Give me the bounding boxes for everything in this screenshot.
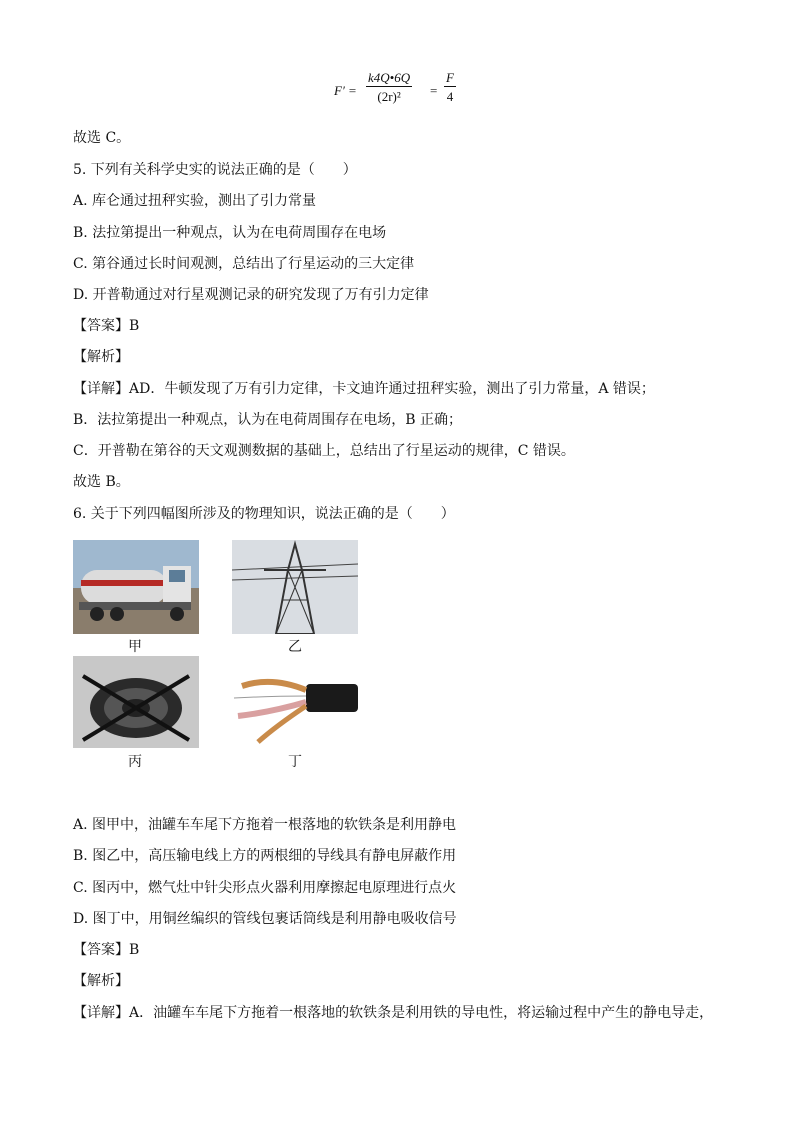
- question-6-option-c: C. 图丙中，燃气灶中针尖形点火器利用摩擦起电原理进行点火: [73, 880, 457, 896]
- question-6-option-a: A. 图甲中，油罐车车尾下方拖着一根落地的软铁条是利用静电: [73, 817, 457, 833]
- question-6-option-d: D. 图丁中，用铜丝编织的管线包裹话筒线是利用静电吸收信号: [73, 911, 457, 927]
- formula-lhs: F′ =: [334, 83, 357, 98]
- detail-line: B．法拉第提出一种观点，认为在电荷周围存在电场，B 正确；: [73, 412, 463, 428]
- formula-equals: =: [430, 83, 438, 98]
- question-6-stem: 6. 关于下列四幅图所涉及的物理知识，说法正确的是（ ）: [73, 506, 455, 522]
- question-5-option-c: C. 第谷通过长时间观测，总结出了行星运动的三大定律: [73, 256, 415, 272]
- question-5-stem: 5. 下列有关科学史实的说法正确的是（ ）: [73, 162, 357, 178]
- text-line: 故选 B。: [73, 474, 130, 490]
- caption-jia: 甲: [128, 639, 142, 655]
- formula-denominator-2: 4: [446, 89, 454, 104]
- answer-label: 【答案】B: [73, 318, 140, 334]
- text-line: 故选 C。: [73, 130, 131, 146]
- answer-label: 【答案】B: [73, 942, 140, 958]
- tanker-truck-image: [73, 540, 199, 634]
- formula: [334, 70, 474, 114]
- caption-yi: 乙: [288, 639, 302, 655]
- power-tower-image: [232, 540, 358, 634]
- question-6-option-b: B. 图乙中，高压输电线上方的两根细的导线具有静电屏蔽作用: [73, 848, 457, 864]
- formula-fraction-1: [366, 70, 412, 105]
- shielded-cable-image: [232, 656, 358, 748]
- analysis-label: 【解析】: [73, 973, 129, 989]
- detail-line: 【详解】A．油罐车车尾下方拖着一根落地的软铁条是利用铁的导电性，将运输过程中产生的静电导走，: [73, 1005, 714, 1021]
- caption-bing: 丙: [128, 754, 142, 770]
- formula-numerator-1: k4Q•6Q: [368, 70, 411, 85]
- gas-stove-image: [73, 656, 199, 748]
- question-5-option-a: A. 库仑通过扭秤实验，测出了引力常量: [73, 193, 317, 209]
- analysis-label: 【解析】: [73, 349, 129, 365]
- caption-ding: 丁: [288, 754, 302, 770]
- formula-fraction-2: [444, 70, 456, 105]
- formula-denominator-1: (2r)²: [377, 89, 401, 104]
- question-5-option-b: B. 法拉第提出一种观点，认为在电荷周围存在电场: [73, 225, 387, 241]
- question-5-option-d: D. 开普勒通过对行星观测记录的研究发现了万有引力定律: [73, 287, 429, 303]
- formula-numerator-2: F: [446, 70, 454, 85]
- detail-line: 【详解】AD．牛顿发现了万有引力定律，卡文迪许通过扭秤实验，测出了引力常量，A 错误；: [73, 381, 655, 397]
- detail-line: C．开普勒在第谷的天文观测数据的基础上，总结出了行星运动的规律，C 错误。: [73, 443, 575, 459]
